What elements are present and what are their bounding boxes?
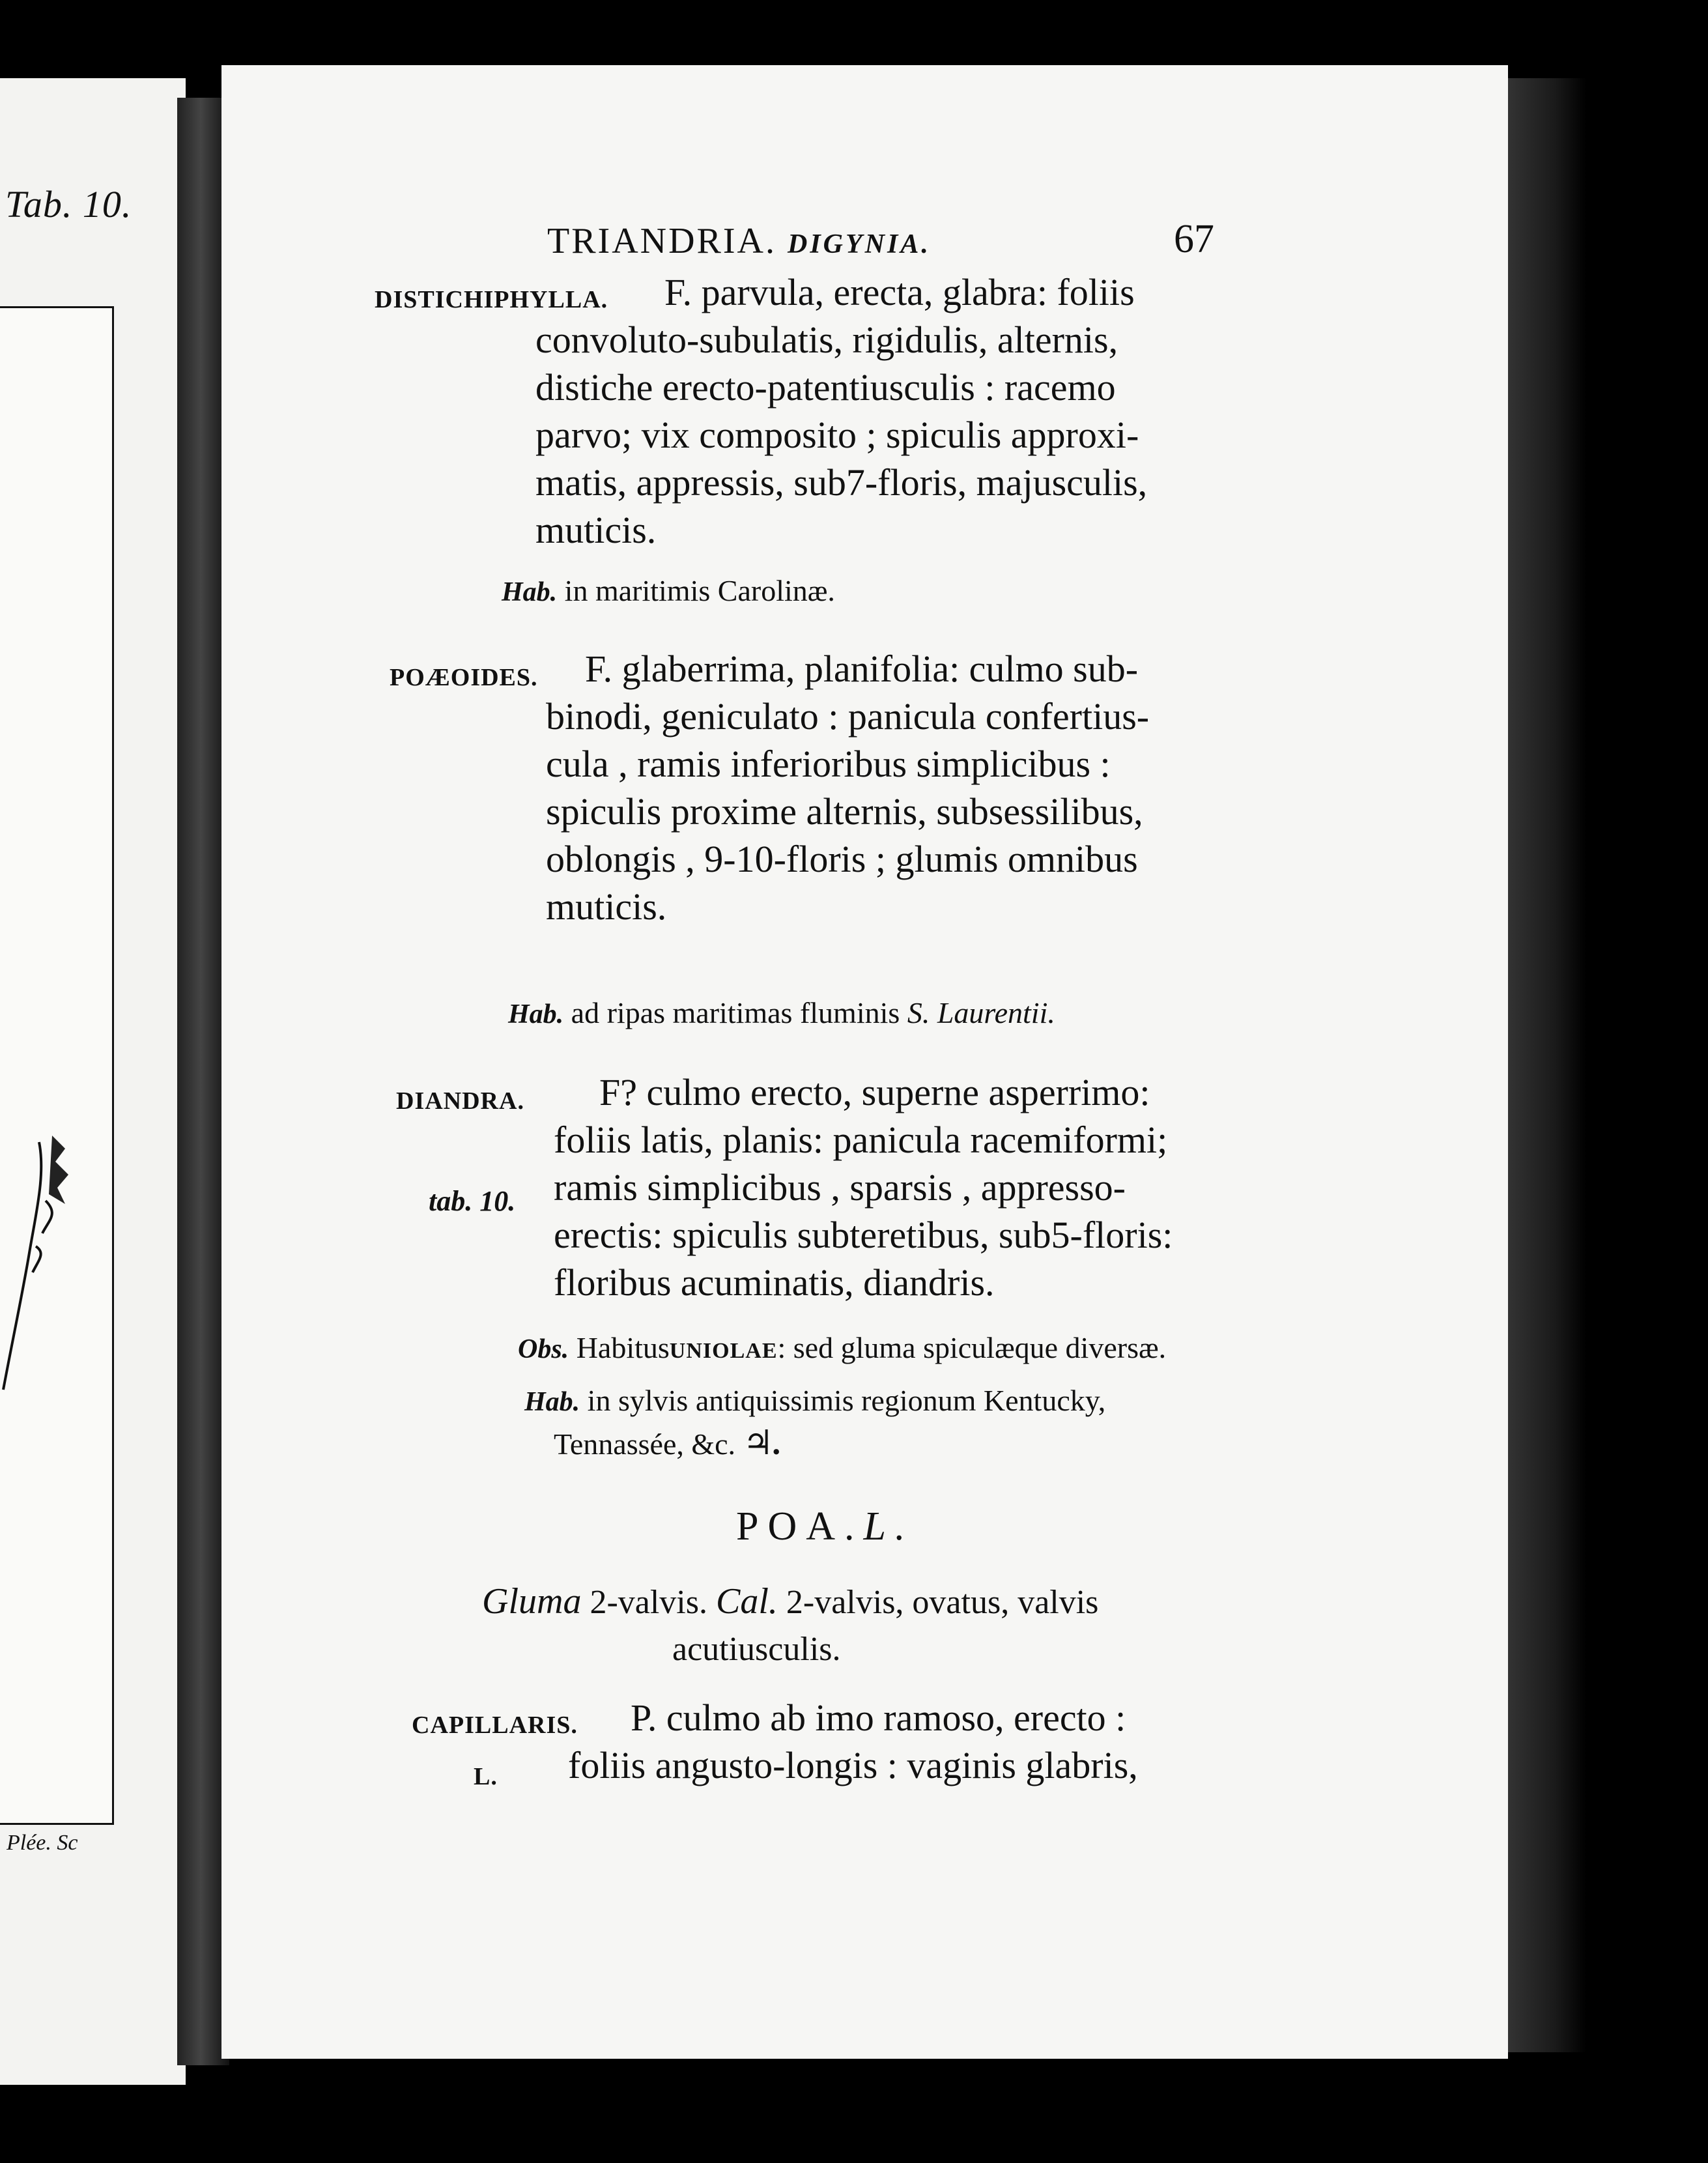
character-text: acutiusculis. bbox=[672, 1631, 841, 1668]
page-edge-shadow bbox=[1508, 78, 1586, 2052]
plate-frame bbox=[0, 306, 114, 1825]
species-name: DISTICHIPHYLLA. bbox=[375, 286, 608, 313]
genus-character bbox=[482, 1578, 1098, 1673]
plate-reference: tab. 10. bbox=[429, 1185, 516, 1217]
engraver-credit: Plée. Sc bbox=[7, 1831, 78, 1855]
species-name: POÆOIDES. bbox=[390, 664, 538, 691]
species-description-cont bbox=[554, 1116, 1173, 1306]
character-text: 2-valvis. bbox=[590, 1584, 707, 1621]
genus-title: POA. bbox=[736, 1504, 864, 1549]
description-line: ramis simplicibus , sparsis , appresso- bbox=[554, 1166, 1126, 1209]
genus-heading bbox=[736, 1504, 915, 1550]
character-text: 2-valvis, ovatus, valvis bbox=[786, 1584, 1099, 1621]
description-line: convoluto-subulatis, rigidulis, alternis, bbox=[535, 319, 1118, 361]
description-line: erectis: spiculis subteretibus, sub5-floris: bbox=[554, 1214, 1173, 1256]
species-description bbox=[585, 645, 1138, 693]
genus-author: L. bbox=[863, 1504, 915, 1549]
habitat-text: Tennassée, &c. bbox=[554, 1427, 736, 1461]
species-description-cont bbox=[546, 693, 1149, 930]
species-author: L. bbox=[474, 1763, 498, 1790]
text-page bbox=[221, 65, 1508, 2059]
description-line: floribus acuminatis, diandris. bbox=[554, 1261, 995, 1304]
running-head bbox=[547, 220, 931, 262]
habitat-text: in maritimis Carolinæ. bbox=[564, 574, 835, 607]
description-line: muticis. bbox=[535, 509, 657, 551]
plate-label: Tab. 10. bbox=[5, 183, 132, 225]
habitat-text: in sylvis antiquissimis regionum Kentucky, bbox=[587, 1384, 1106, 1417]
description-line: cula , ramis inferioribus simplicibus : bbox=[546, 743, 1111, 785]
habitat-label: Hab. bbox=[502, 577, 558, 607]
species-description bbox=[599, 1068, 1150, 1116]
observation-label: Obs. bbox=[518, 1334, 569, 1364]
description-line: matis, appressis, sub7-floris, majusculis, bbox=[535, 461, 1148, 504]
perennial-symbol: ♃. bbox=[743, 1425, 782, 1462]
description-line: spiculis proxime alternis, subsessilibus, bbox=[546, 790, 1143, 833]
species-name: CAPILLARIS. bbox=[412, 1712, 578, 1739]
habitat-place: S. Laurentii. bbox=[907, 996, 1055, 1029]
observation-text: Habitus bbox=[576, 1331, 670, 1364]
species-name: DIANDRA. bbox=[396, 1087, 524, 1115]
plant-illustration bbox=[0, 1123, 112, 1396]
description-line: distiche erecto-patentiusculis : racemo bbox=[535, 366, 1116, 408]
description-line: F. parvula, erecta, glabra: foliis bbox=[664, 271, 1135, 313]
description-line: oblongis , 9-10-floris ; glumis omnibus bbox=[546, 838, 1138, 880]
description-line: binodi, geniculato : panicula confertius- bbox=[546, 695, 1150, 738]
species-description-cont bbox=[535, 316, 1147, 554]
observation-text: : sed gluma spiculæque diversæ. bbox=[777, 1331, 1167, 1364]
habitat-label: Hab. bbox=[508, 999, 564, 1029]
species-description-cont: foliis angusto-longis : vaginis glabris, bbox=[568, 1744, 1138, 1786]
description-line: F? culmo erecto, superne asperrimo: bbox=[599, 1071, 1150, 1113]
habitat-note bbox=[508, 996, 1055, 1030]
observation-note bbox=[518, 1330, 1166, 1365]
description-line: foliis latis, planis: panicula racemiformi; bbox=[554, 1119, 1168, 1161]
habitat-note bbox=[502, 573, 835, 608]
species-description: P. culmo ab imo ramoso, erecto : bbox=[631, 1697, 1126, 1739]
habitat-text: ad ripas maritimas fluminis bbox=[571, 996, 900, 1029]
description-line: F. glaberrima, planifolia: culmo sub- bbox=[585, 648, 1139, 690]
description-line: parvo; vix composito ; spiculis approxi- bbox=[535, 414, 1139, 456]
description-line: muticis. bbox=[546, 885, 667, 928]
habitat-note bbox=[524, 1380, 1105, 1465]
calyx-label: Cal. bbox=[715, 1581, 778, 1622]
class-name: TRIANDRIA. bbox=[547, 221, 776, 261]
habitat-label: Hab. bbox=[524, 1387, 580, 1417]
species-description bbox=[664, 268, 1135, 316]
facing-plate-page bbox=[0, 78, 186, 2085]
page-number: 67 bbox=[1174, 217, 1214, 261]
observation-genus: UNIOLAE bbox=[669, 1339, 778, 1363]
character-label: Gluma bbox=[482, 1581, 582, 1622]
order-name: DIGYNIA. bbox=[787, 229, 931, 259]
